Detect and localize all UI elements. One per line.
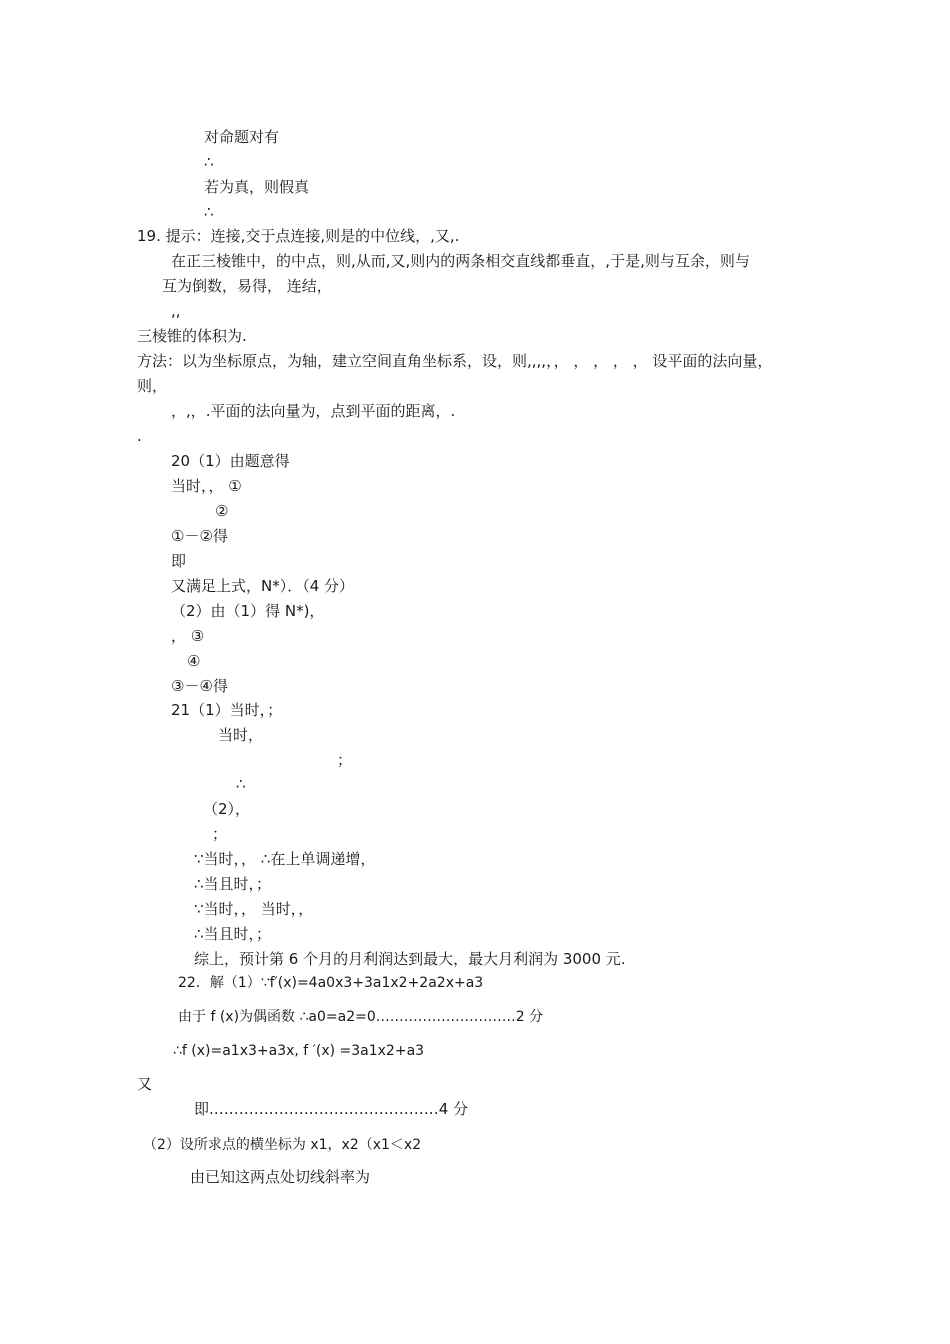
text-line: 对命题对有 <box>204 128 280 146</box>
text-line: ∵当时，， 当时，， <box>194 900 314 918</box>
problem-20-heading: 20（1）由题意得 <box>171 452 290 470</box>
text-line: ② <box>215 502 229 520</box>
text-line: ④ <box>187 652 201 670</box>
text-line: 若为真，则假真 <box>204 178 310 196</box>
problem-21-heading: 21（1）当时，； <box>171 701 283 719</box>
text-line: ①－②得 <box>171 527 228 545</box>
text-line: （2）， <box>203 800 251 818</box>
text-line: ∵当时，， ∴在上单调递增， <box>194 850 376 868</box>
text-line: （2）设所求点的横坐标为 x1，x2（x1＜x2 <box>143 1137 422 1153</box>
problem-19-hint: 19. 提示：连接,交于点连接,则是的中位线，,又,. <box>137 227 460 245</box>
text-line: ，,，.平面的法向量为，点到平面的距离，. <box>171 402 456 420</box>
text-line: ； <box>337 751 353 769</box>
therefore-symbol: ∴ <box>204 203 214 221</box>
text-line: . <box>137 427 142 445</box>
text-line: 互为倒数，易得， 连结， <box>162 277 332 295</box>
text-line: ③－④得 <box>171 677 228 695</box>
text-line: 则， <box>137 377 168 395</box>
text-line: ∴当且时，； <box>194 875 272 893</box>
text-line: ,, <box>171 302 181 320</box>
text-line: 由于 f (x)为偶函数 ∴a0=a2=0…………………………2 分 <box>178 1009 544 1025</box>
therefore-symbol: ∴ <box>236 775 246 793</box>
problem-22-heading: 22．解（1）∵f′(x)=4a0x3+3a1x2+2a2x+a3 <box>178 975 484 991</box>
text-line: 当时，， ① <box>171 477 242 495</box>
text-line: ∴f (x)=a1x3+a3x, f ′(x) =3a1x2+a3 <box>173 1043 425 1059</box>
text-line: 当时， <box>218 726 264 744</box>
text-line: （2）由（1）得 N*)， <box>171 602 325 620</box>
method-line: 方法：以为坐标原点，为轴，建立空间直角坐标系，设，则,,,,，， ， ， ， ， 设平面的法向量， <box>137 352 773 370</box>
text-line: 在正三棱锥中，的中点，则,从而,又,则内的两条相交直线都垂直，,于是,则与互余，则与 <box>171 252 750 270</box>
text-line: 三棱锥的体积为. <box>137 327 247 345</box>
therefore-symbol: ∴ <box>204 153 214 171</box>
text-line: 即.………………………………………4 分 <box>194 1100 469 1118</box>
text-line: 由已知这两点处切线斜率为 <box>190 1168 371 1186</box>
text-line: ∴当且时，； <box>194 925 272 943</box>
text-line: 即 <box>171 552 187 570</box>
text-line: ， ③ <box>171 627 205 645</box>
text-line: 又满足上式，N*）．（4 分） <box>171 577 355 595</box>
text-line: 又 <box>137 1075 153 1093</box>
text-line: ； <box>212 825 228 843</box>
conclusion-line: 综上，预计第 6 个月的月利润达到最大，最大月利润为 3000 元. <box>194 950 626 968</box>
